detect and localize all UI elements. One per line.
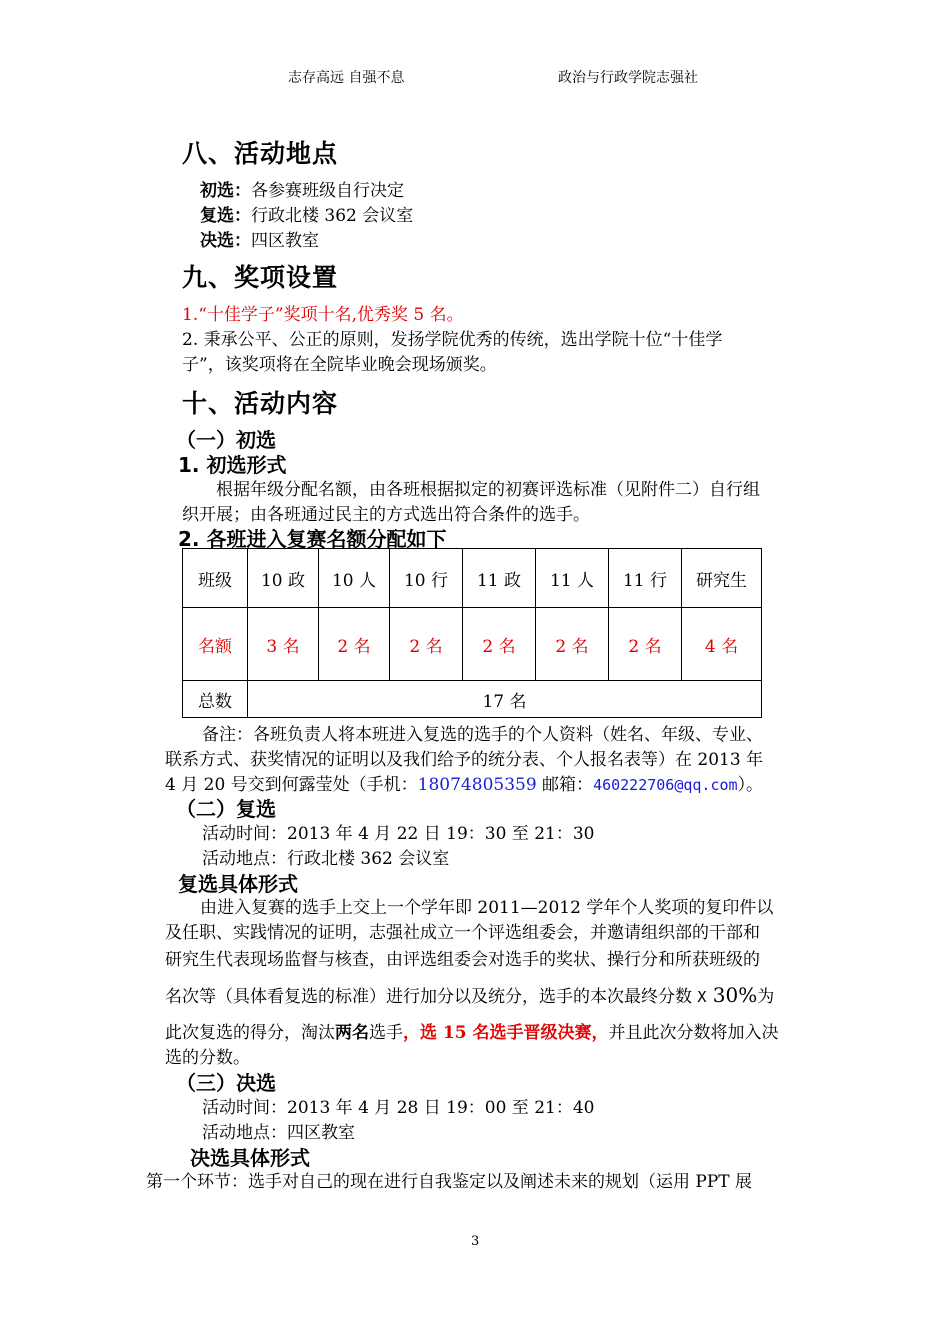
table-cell: 4 名 [682, 608, 762, 681]
eliminate-count: 两名 [335, 1023, 369, 1043]
score-percent: 30% [706, 983, 758, 1007]
table-cell: 2 名 [536, 608, 609, 681]
location-prelim-text: 各参赛班级自行决定 [251, 181, 404, 201]
second-place: 活动地点：行政北楼 362 会议室 [202, 849, 450, 869]
header-motto: 志存高远 自强不息 [288, 70, 405, 86]
alloc-title: 2. 各班进入复赛名额分配如下 [178, 527, 447, 551]
second-line4-text: 名次等（具体看复选的标准）进行加分以及统分，选手的本次最终分数 [165, 987, 698, 1007]
table-cell: 11 政 [463, 549, 536, 608]
contact-phone: 18074805359 [417, 775, 537, 795]
prelim-title: （一）初选 [176, 428, 276, 452]
contact-email: 460222706@qq.com [593, 776, 738, 794]
second-line5-mid: 选手 [369, 1023, 403, 1043]
second-line5-end: 并且此次分数将加入决 [608, 1023, 779, 1043]
table-cell: 11 行 [609, 549, 682, 608]
second-line2: 及任职、实践情况的证明，志强社成立一个评选组委会，并邀请组织部的干部和 [165, 923, 760, 943]
table-cell: 班级 [183, 549, 248, 608]
table-cell: 名额 [183, 608, 248, 681]
page-number: 3 [471, 1234, 480, 1249]
section10-title: 十、活动内容 [182, 389, 339, 418]
table-cell: 2 名 [609, 608, 682, 681]
section9-title: 九、奖项设置 [182, 263, 339, 292]
second-line5 [165, 1018, 779, 1043]
location-final [200, 226, 319, 251]
note-line2: 联系方式、获奖情况的证明以及我们给予的统分表、个人报名表等）在 2013 年 [165, 750, 764, 770]
prelim-form-title: 1. 初选形式 [178, 453, 287, 477]
table-cell: 11 人 [536, 549, 609, 608]
location-final-label: 决选： [200, 231, 251, 251]
prelim-form-line1: 根据年级分配名额，由各班根据拟定的初赛评选标准（见附件二）自行组 [216, 480, 760, 500]
location-prelim [200, 176, 404, 201]
final-line1: 第一个环节：选手对自己的现在进行自我鉴定以及阐述未来的规划（运用 PPT 展 [146, 1172, 753, 1192]
note-line3-end: ）。 [737, 775, 764, 795]
note-email-label: 邮箱： [536, 775, 594, 795]
table-row-total [183, 681, 762, 718]
note-line1: 备注：各班负责人将本班进入复选的选手的个人资料（姓名、年级、专业、 [202, 725, 763, 745]
final-title: （三）决选 [176, 1071, 276, 1095]
final-form-title: 决选具体形式 [190, 1146, 310, 1170]
award-item-2-line1: 2. 秉承公平、公正的原则，发扬学院优秀的传统，选出学院十位“十佳学 [182, 330, 723, 350]
final-time: 活动时间：2013 年 4 月 28 日 19：00 至 21：40 [202, 1098, 595, 1118]
second-line3: 研究生代表现场监督与核查，由评选组委会对选手的奖状、操行分和所获班级的 [165, 950, 760, 970]
award-item-2-line2: 子”，该奖项将在全院毕业晚会现场颁奖。 [182, 355, 497, 375]
second-line4 [165, 982, 774, 1007]
table-cell: 2 名 [390, 608, 463, 681]
location-second-text: 行政北楼 362 会议室 [251, 206, 414, 226]
table-cell: 10 人 [319, 549, 390, 608]
second-line6: 选的分数。 [165, 1048, 250, 1068]
table-cell: 研究生 [682, 549, 762, 608]
header-organization: 政治与行政学院志强社 [558, 70, 698, 86]
location-second [200, 201, 413, 226]
table-row-quota [183, 608, 762, 681]
note-line3 [165, 770, 763, 795]
table-cell: 3 名 [248, 608, 319, 681]
location-final-text: 四区教室 [251, 231, 319, 251]
location-second-label: 复选： [200, 206, 251, 226]
second-form-title: 复选具体形式 [178, 872, 298, 896]
table-cell-total: 17 名 [248, 681, 762, 718]
table-cell: 10 行 [390, 549, 463, 608]
prelim-form-line2: 织开展；由各班通过民主的方式选出符合条件的选手。 [182, 505, 590, 525]
second-line1: 由进入复赛的选手上交上一个学年即 2011—2012 学年个人奖项的复印件以 [200, 898, 774, 918]
section8-title: 八、活动地点 [182, 139, 339, 168]
note-line3-text: 4 月 20 号交到何露莹处（手机： [165, 775, 418, 795]
table-cell: 2 名 [319, 608, 390, 681]
second-title: （二）复选 [176, 797, 276, 821]
award-item-1: 1.“十佳学子”奖项十名,优秀奖 5 名。 [182, 305, 464, 325]
advance-notice: ，选 15 名选手晋级决赛， [403, 1023, 609, 1043]
table-row-header [183, 549, 762, 608]
table-cell: 总数 [183, 681, 248, 718]
table-cell: 10 政 [248, 549, 319, 608]
location-prelim-label: 初选： [200, 181, 251, 201]
multiply-sign: X [697, 988, 707, 1006]
table-cell: 2 名 [463, 608, 536, 681]
quota-table [182, 548, 762, 718]
second-line4-end: 为 [757, 987, 775, 1007]
second-line5-text: 此次复选的得分，淘汰 [165, 1023, 335, 1043]
final-place: 活动地点：四区教室 [202, 1123, 355, 1143]
second-time: 活动时间：2013 年 4 月 22 日 19：30 至 21：30 [202, 824, 595, 844]
